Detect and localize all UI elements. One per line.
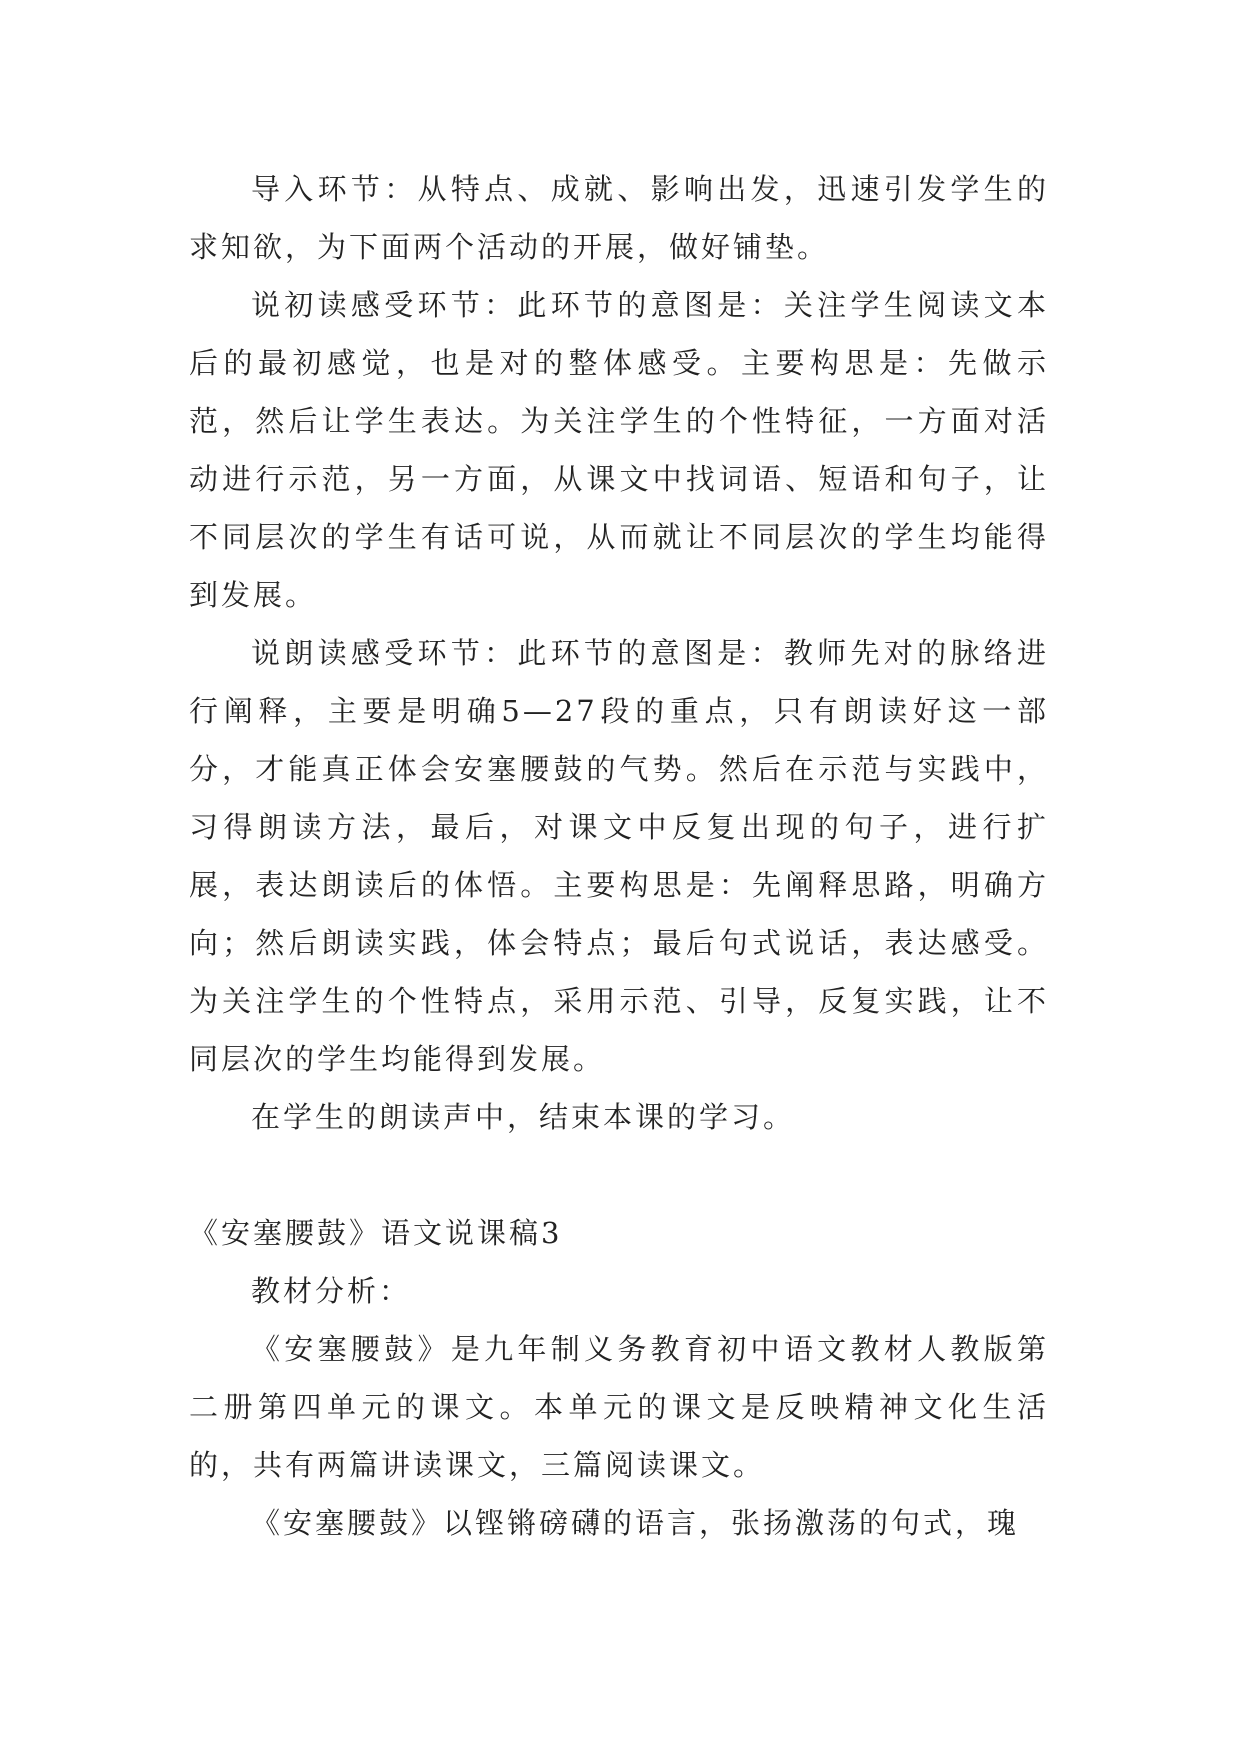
paragraph-textbook-info: 《安塞腰鼓》是九年制义务教育初中语文教材人教版第二册第四单元的课文。本单元的课文是反映精神文化生活的，共有两篇讲读课文，三篇阅读课文。 xyxy=(189,1332,1049,1482)
paragraph-first-reading: 说初读感受环节：此环节的意图是：关注学生阅读文本后的最初感觉，也是对的整体感受。主要构思是：先做示范，然后让学生表达。为关注学生的个性特征，一方面对活动进行示范，另一方面，从课文中找词语、短语和句子，让不同层次的学生有话可说，从而就让不同层次的学生均能得到发展。 xyxy=(189,288,1049,612)
paragraph-material-analysis-label: 教材分析： xyxy=(251,1274,412,1308)
document-page xyxy=(189,160,1049,1552)
paragraph-intro: 导入环节：从特点、成就、影响出发，迅速引发学生的求知欲，为下面两个活动的开展，做好铺垫。 xyxy=(189,172,1049,264)
section-gap xyxy=(189,1146,1049,1204)
section-heading: 《安塞腰鼓》语文说课稿3 xyxy=(189,1216,563,1250)
paragraph-reading-aloud: 说朗读感受环节：此环节的意图是：教师先对的脉络进行阐释，主要是明确5—27段的重点，只有朗读好这一部分，才能真正体会安塞腰鼓的气势。然后在示范与实践中，习得朗读方法，最后，对课文中反复出现的句子，进行扩展，表达朗读后的体悟。主要构思是：先阐释思路，明确方向；然后朗读实践，体会特点；最后句式说话，表达感受。为关注学生的个性特点，采用示范、引导，反复实践，让不同层次的学生均能得到发展。 xyxy=(189,636,1049,1076)
paragraph-text-style: 《安塞腰鼓》以铿锵磅礴的语言，张扬激荡的句式，瑰 xyxy=(251,1506,1020,1540)
paragraph-closing: 在学生的朗读声中，结束本课的学习。 xyxy=(251,1100,796,1134)
